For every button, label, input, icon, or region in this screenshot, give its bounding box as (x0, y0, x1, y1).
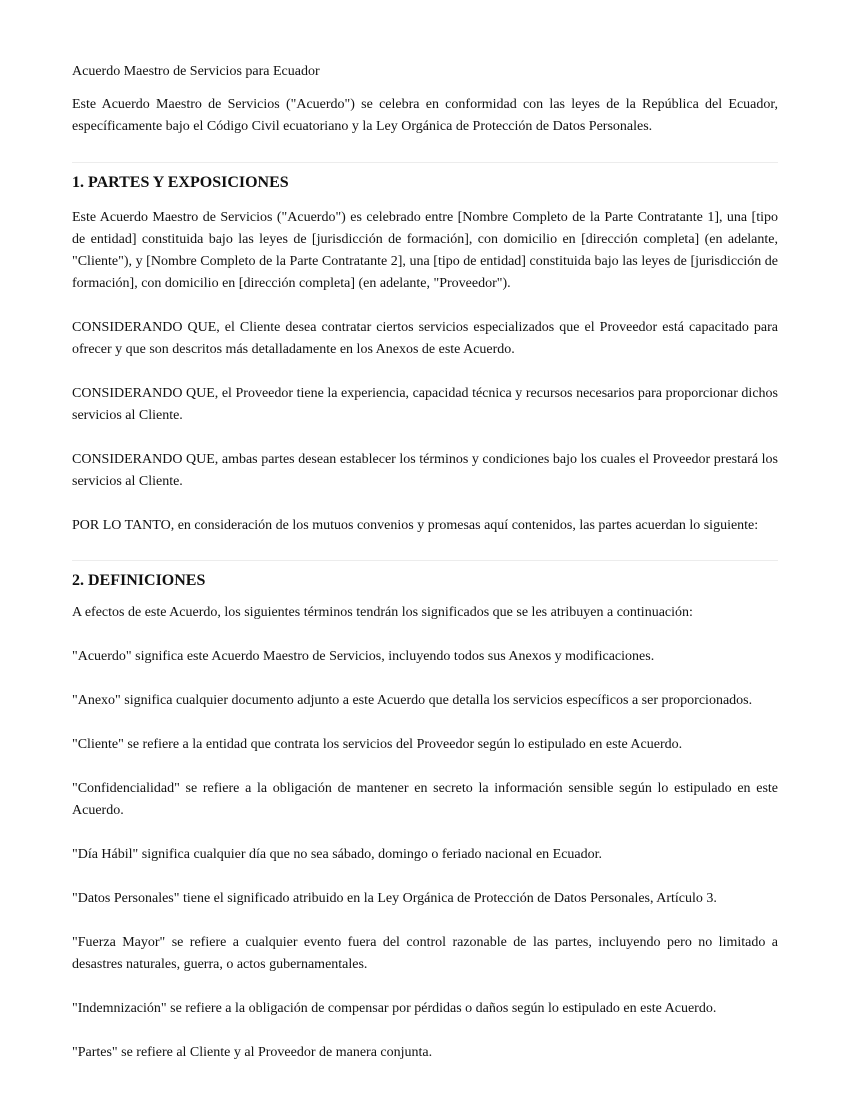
definition-item: "Indemnización" se refiere a la obligación de compensar por pérdidas o daños según lo estipulado en este Acuerdo. (72, 1001, 717, 1016)
section-body (72, 207, 778, 537)
intro-paragraph: Este Acuerdo Maestro de Servicios ("Acuerdo") se celebra en conformidad con las leyes de la República del Ecuador, específicamente bajo el Código Civil ecuatoriano y la Ley Orgánica de Protección de Datos Personales. (72, 97, 778, 134)
paragraph: Este Acuerdo Maestro de Servicios ("Acuerdo") es celebrado entre [Nombre Completo de la Parte Contratante 1], una [tipo de entidad] constituida bajo las leyes de [jurisdicción de formación], con domicilio en [dirección completa] (en adelante, "Cliente"), y [Nombre Completo de la Parte Contratante 2], una [tipo de entidad] constituida bajo las leyes de [jurisdicción de formación], con domicilio en [dirección completa] (en adelante, "Proveedor"). (72, 210, 778, 291)
paragraph: CONSIDERANDO QUE, el Proveedor tiene la experiencia, capacidad técnica y recursos necesarios para proporcionar dichos servicios al Cliente. (72, 386, 778, 423)
definition-item: "Anexo" significa cualquier documento adjunto a este Acuerdo que detalla los servicios específicos a ser proporcionados. (72, 693, 753, 708)
section-body (72, 602, 778, 1064)
paragraph: A efectos de este Acuerdo, los siguientes términos tendrán los significados que se les atribuyen a continuación: (72, 605, 693, 620)
definition-item: "Día Hábil" significa cualquier día que no sea sábado, domingo o feriado nacional en Ecuador. (72, 847, 603, 862)
section-heading: 1. PARTES Y EXPOSICIONES (72, 174, 289, 191)
paragraph: CONSIDERANDO QUE, el Cliente desea contratar ciertos servicios especializados que el Proveedor está capacitado para ofrecer y que son descritos más detalladamente en los Anexos de este Acuerdo. (72, 320, 778, 357)
section-divider (72, 560, 778, 561)
definition-item: "Acuerdo" significa este Acuerdo Maestro de Servicios, incluyendo todos sus Anexos y modificaciones. (72, 649, 655, 664)
definition-item: "Fuerza Mayor" se refiere a cualquier evento fuera del control razonable de las partes, incluyendo pero no limitado a desastres naturales, guerra, o actos gubernamentales. (72, 935, 778, 972)
section-heading: 2. DEFINICIONES (72, 572, 206, 589)
paragraph: POR LO TANTO, en consideración de los mutuos convenios y promesas aquí contenidos, las partes acuerdan lo siguiente: (72, 518, 759, 533)
section-divider (72, 162, 778, 163)
definition-item: "Partes" se refiere al Cliente y al Proveedor de manera conjunta. (72, 1045, 433, 1060)
paragraph: CONSIDERANDO QUE, ambas partes desean establecer los términos y condiciones bajo los cuales el Proveedor prestará los servicios al Cliente. (72, 452, 778, 489)
section-definitions (72, 570, 778, 1064)
definition-item: "Cliente" se refiere a la entidad que contrata los servicios del Proveedor según lo estipulado en este Acuerdo. (72, 737, 683, 752)
document-page (72, 61, 778, 1064)
definition-item: "Datos Personales" tiene el significado atribuido en la Ley Orgánica de Protección de Datos Personales, Artículo 3. (72, 891, 717, 906)
section-parties (72, 172, 778, 537)
document-title: Acuerdo Maestro de Servicios para Ecuador (72, 64, 320, 79)
definition-item: "Confidencialidad" se refiere a la obligación de mantener en secreto la información sensible según lo estipulado en este Acuerdo. (72, 781, 778, 818)
